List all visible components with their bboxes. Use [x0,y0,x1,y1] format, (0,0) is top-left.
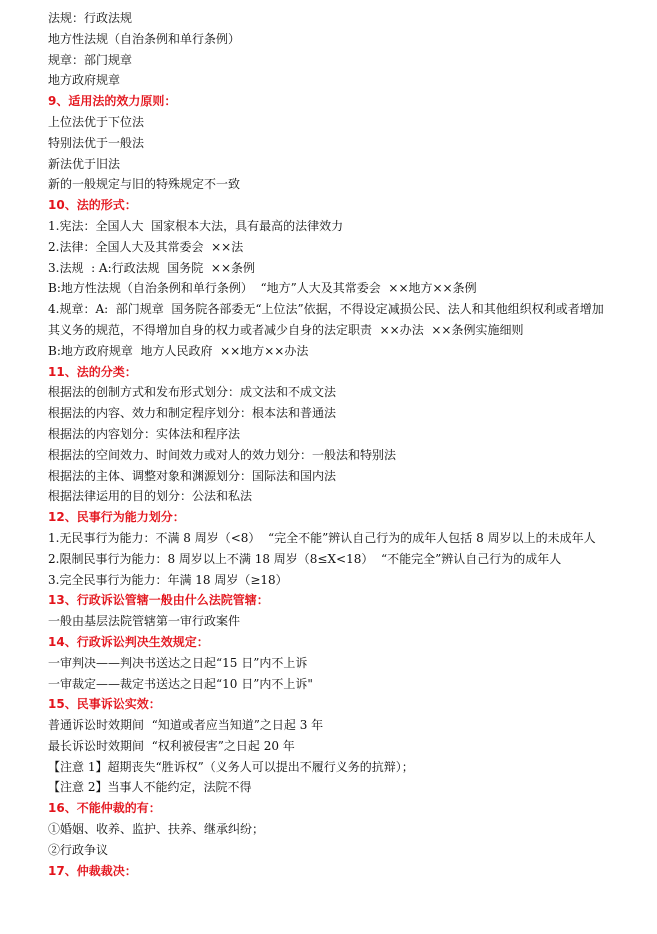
document-body [48,8,608,881]
section-heading: 17、仲裁裁决： [48,863,137,878]
text-line: 4.规章：A: 部门规章 国务院各部委无“上位法”依据，不得设定减损公民、法人和其他组织权利或者增加其义务的规范，不得增加自身的权力或者减少自身的法定职责 ××办法 ××条例实施细则 [48,302,604,337]
text-line: 2.限制民事行为能力：8 周岁以上不满 18 周岁（8≤X<18） “不能完全”辨认自己行为的成年人 [48,551,562,566]
text-line: 2.法律：全国人大及其常委会 ××法 [48,239,244,254]
text-line: B:地方性法规（自治条例和单行条例） “地方”人大及其常委会 ××地方××条例 [48,281,477,296]
text-line: 上位法优于下位法 [48,114,145,129]
text-line: 1.宪法：全国人大 国家根本大法，具有最高的法律效力 [48,218,344,233]
text-line: 新法优于旧法 [48,156,121,171]
text-line: ①婚姻、收养、监护、扶养、继承纠纷； [48,822,265,837]
text-line: 法规：行政法规 [48,11,133,25]
text-line: 一般由基层法院管辖第一审行政案件 [48,614,241,629]
text-line: 根据法的内容、效力和制定程序划分：根本法和普通法 [48,406,337,421]
text-line: 【注意 2】当事人不能约定，法院不得 [48,780,252,795]
text-line: 根据法的内容划分：实体法和程序法 [48,426,241,441]
section-heading: 14、行政诉讼判决生效规定： [48,634,209,649]
text-line: 地方政府规章 [48,73,121,88]
text-line: 根据法的主体、调整对象和渊源划分：国际法和国内法 [48,468,337,483]
text-line: B:地方政府规章 地方人民政府 ××地方××办法 [48,343,309,358]
text-line: 普通诉讼时效期间 “知道或者应当知道”之日起 3 年 [48,718,324,733]
text-line: 规章：部门规章 [48,52,133,67]
text-line: 3.法规 : A:行政法规 国务院 ××条例 [48,260,256,275]
text-line: 1.无民事行为能力：不满 8 周岁（<8） “完全不能”辨认自己行为的成年人包括 8 周岁以上的未成年人 [48,530,596,545]
section-heading: 13、行政诉讼管辖一般由什么法院管辖： [48,593,269,608]
text-line: 根据法律运用的目的划分：公法和私法 [48,489,253,504]
text-line: 一审判决——判决书送达之日起“15 日”内不上诉 [48,655,308,670]
section-heading: 9、适用法的效力原则： [48,94,177,109]
section-heading: 15、民事诉讼实效： [48,697,161,712]
section-heading: 10、法的形式： [48,198,137,213]
text-line: 【注意 1】超期丧失“胜诉权”（义务人可以提出不履行义务的抗辩）； [48,759,414,774]
section-heading: 12、民事行为能力划分： [48,510,185,525]
text-line: 根据法的空间效力、时间效力或对人的效力划分：一般法和特别法 [48,447,397,462]
text-line: 一审裁定——裁定书送达之日起“10 日”内不上诉" [48,676,313,691]
text-line: 特别法优于一般法 [48,135,145,150]
text-line: 根据法的创制方式和发布形式划分：成文法和不成文法 [48,385,337,400]
text-line: 最长诉讼时效期间 “权利被侵害”之日起 20 年 [48,738,295,753]
text-line: 新的一般规定与旧的特殊规定不一致 [48,177,241,192]
text-line: 地方性法规（自治条例和单行条例） [48,31,241,46]
text-line: 3.完全民事行为能力：年满 18 周岁（≥18） [48,572,288,587]
text-line: ②行政争议 [48,842,109,857]
section-heading: 11、法的分类： [48,364,137,379]
section-heading: 16、不能仲裁的有： [48,801,161,816]
